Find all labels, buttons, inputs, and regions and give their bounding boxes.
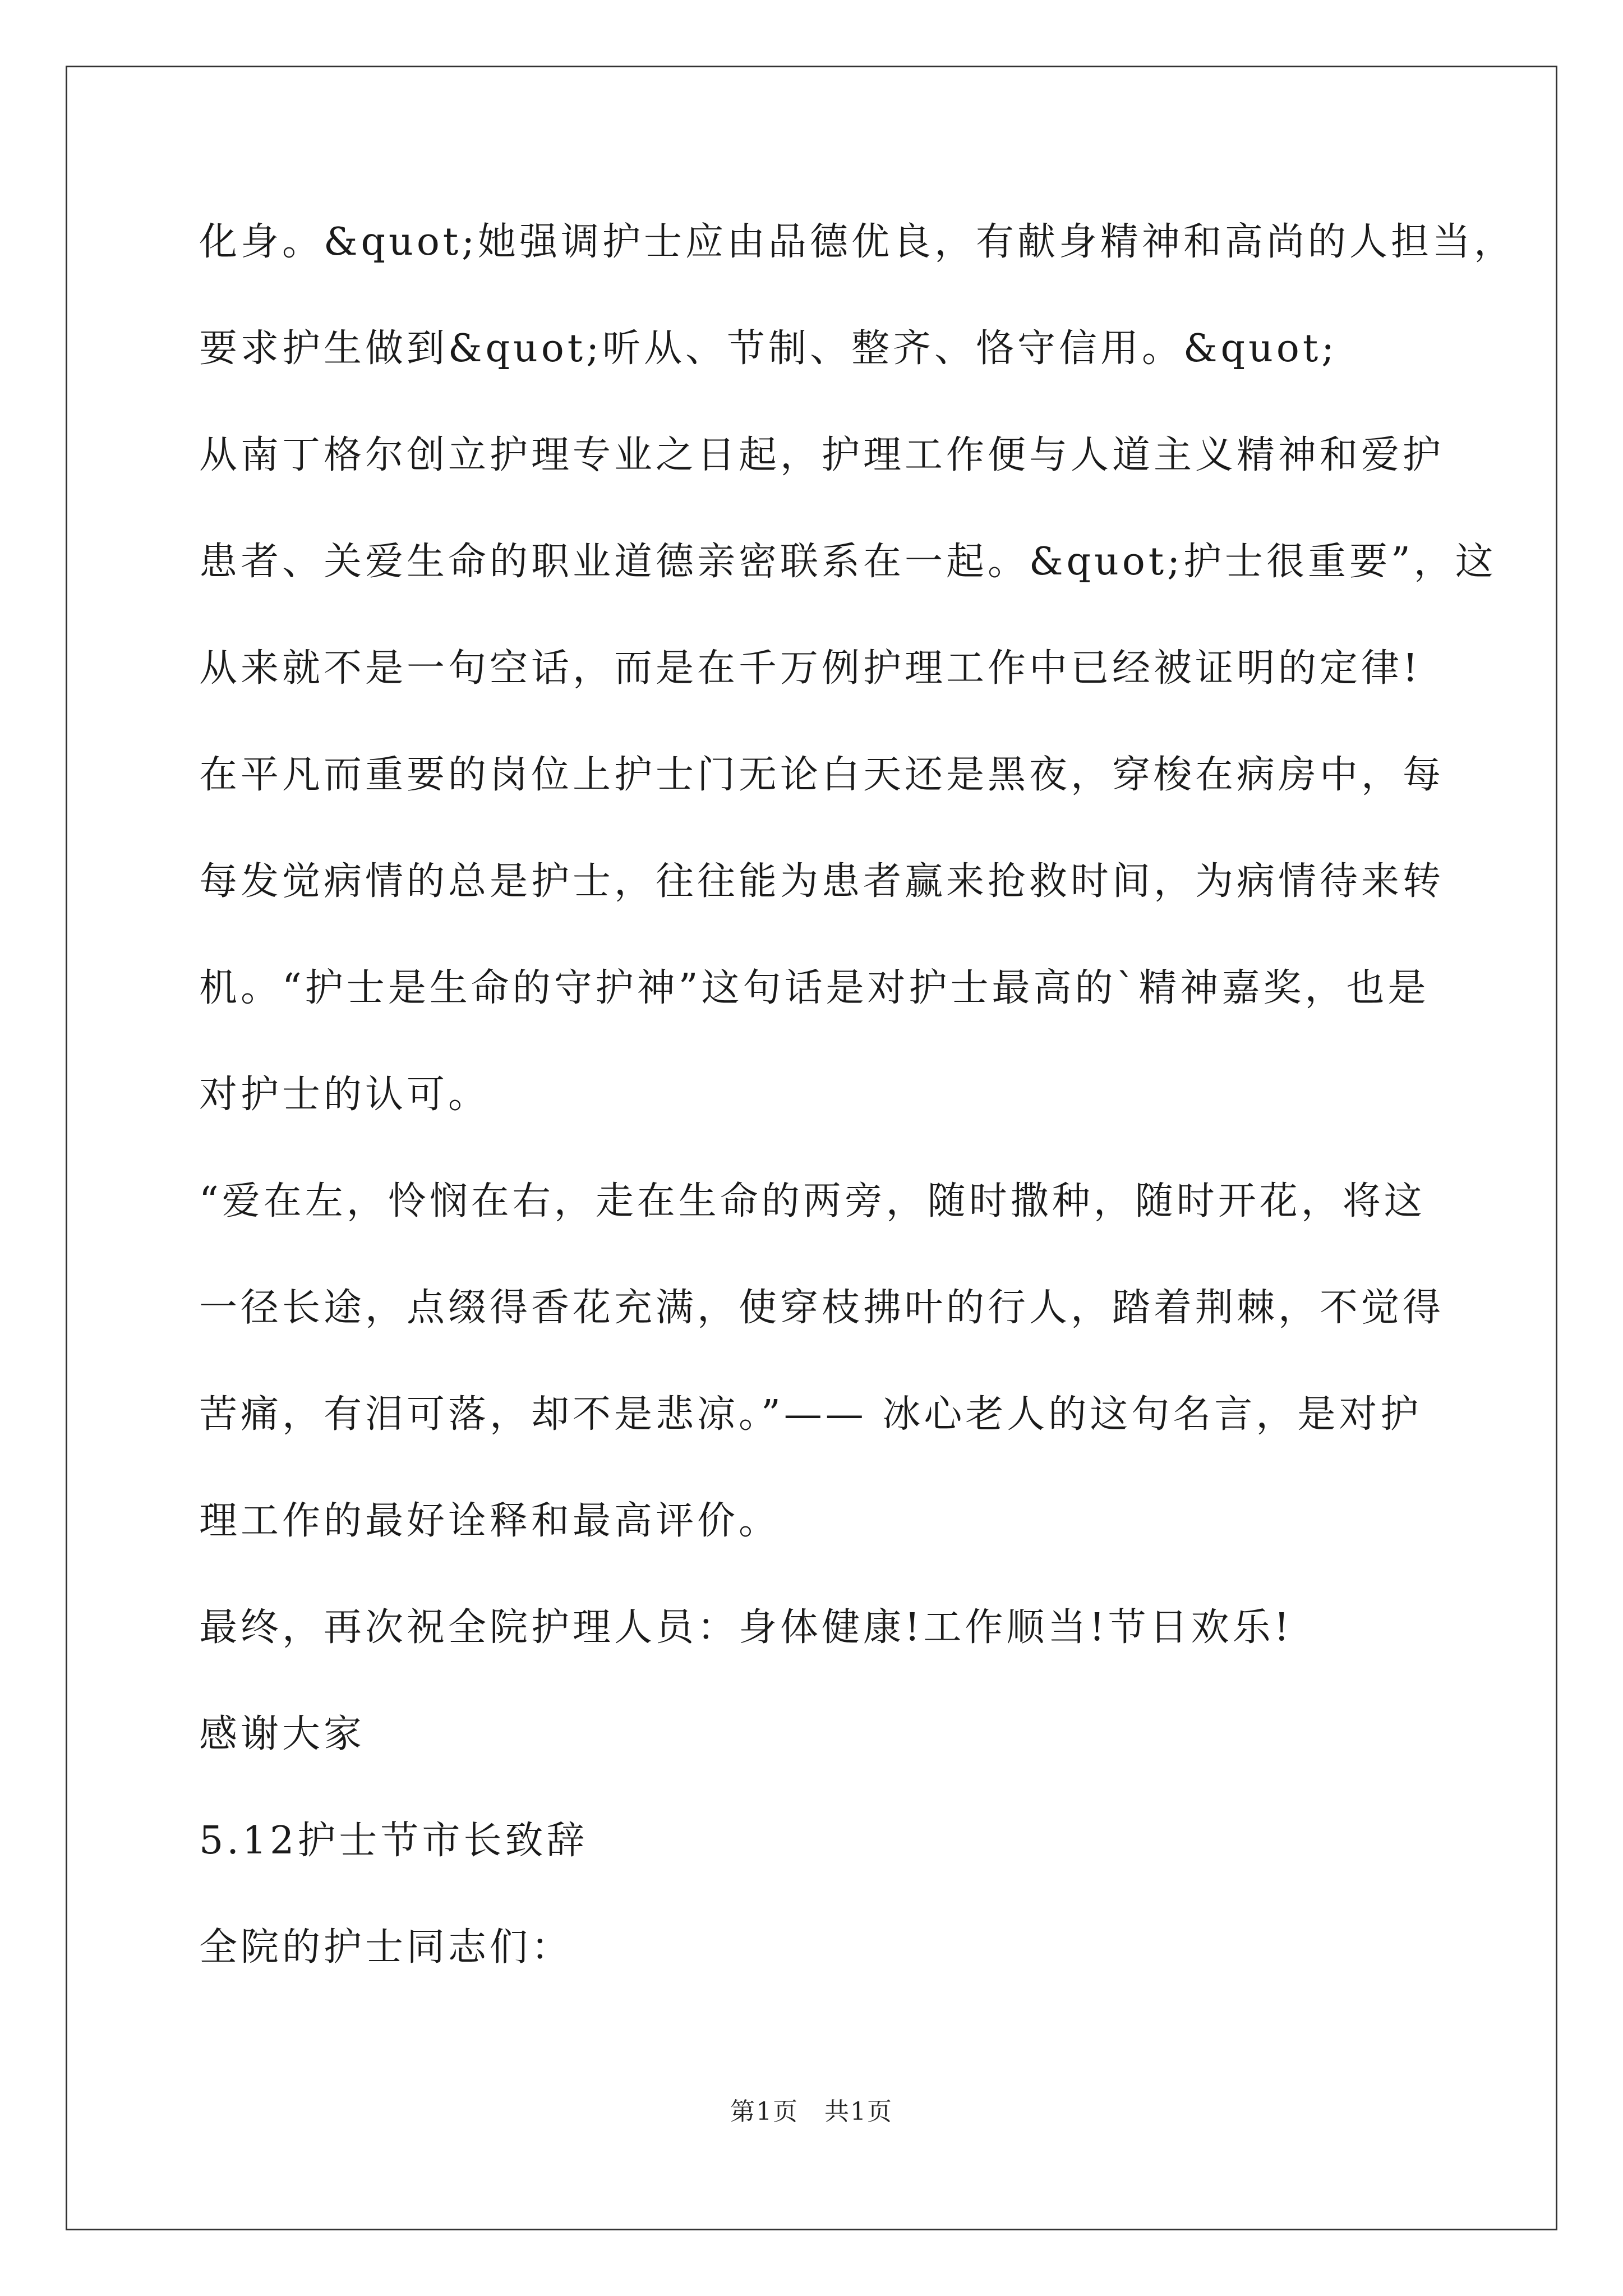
text-line: “爱在左，怜悯在右，走在生命的两旁，随时撒种，随时开花，将这 <box>199 1179 1426 1223</box>
text-line: 苦痛，有泪可落，却不是悲凉。”—— 冰心老人的这句名言，是对护 <box>199 1392 1422 1437</box>
text-line: 化身。&quot;她强调护士应由品德优良，有献身精神和高尚的人担当， <box>199 220 1516 264</box>
salutation: 全院的护士同志们： <box>199 1925 573 1970</box>
text-line: 一径长途，点缀得香花充满，使穿枝拂叶的行人，踏着荆棘，不觉得 <box>199 1286 1445 1330</box>
text-line: 最终，再次祝全院护理人员：身体健康!工作顺当!节日欢乐! <box>199 1605 1293 1650</box>
text-line: 感谢大家 <box>199 1712 366 1756</box>
text-line: 患者、关爱生命的职业道德亲密联系在一起。&quot;护士很重要”，这 <box>199 540 1497 584</box>
text-line: 机。“护士是生命的守护神”这句话是对护士最高的`精神嘉奖，也是 <box>199 966 1430 1010</box>
text-line: 从来就不是一句空话，而是在千万例护理工作中已经被证明的定律! <box>199 646 1422 691</box>
text-line: 从南丁格尔创立护理专业之日起，护理工作便与人道主义精神和爱护 <box>199 433 1445 477</box>
text-line: 理工作的最好诠释和最高评价。 <box>199 1499 781 1543</box>
section-title: 5.12护士节市长致辞 <box>199 1819 588 1863</box>
page-number: 第1页 共1页 <box>730 2097 893 2126</box>
document-body <box>199 189 1516 2001</box>
text-line: 每发觉病情的总是护士，往往能为患者赢来抢救时间，为病情待来转 <box>199 859 1445 904</box>
text-line: 在平凡而重要的岗位上护士门无论白天还是黑夜，穿梭在病房中，每 <box>199 753 1445 797</box>
text-line: 对护士的认可。 <box>199 1073 490 1117</box>
text-line: 要求护生做到&quot;听从、节制、整齐、恪守信用。&quot; <box>199 326 1338 371</box>
